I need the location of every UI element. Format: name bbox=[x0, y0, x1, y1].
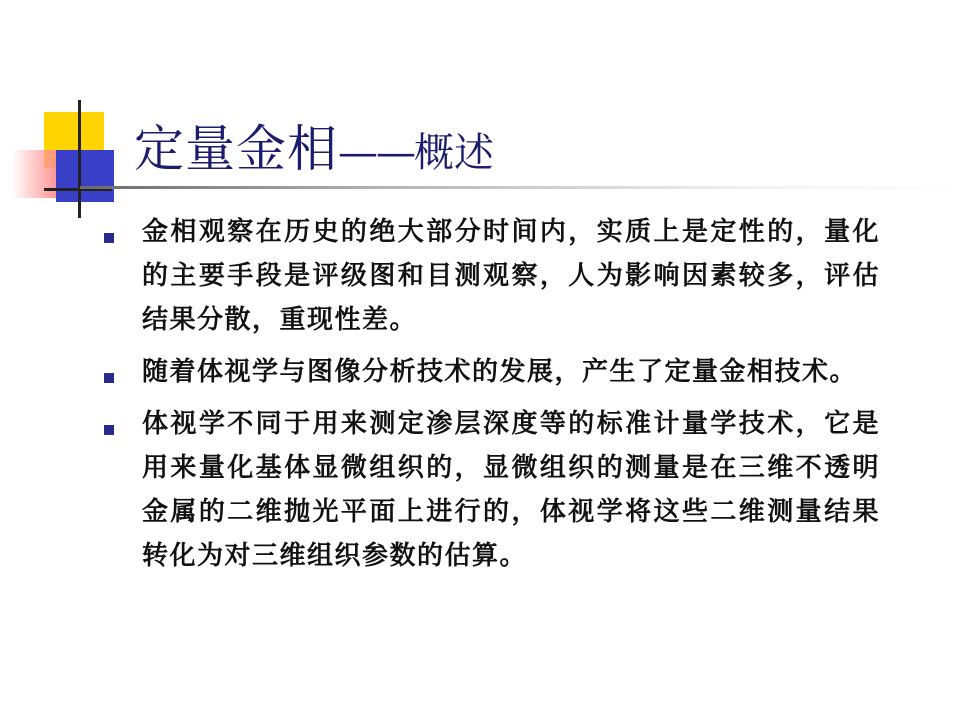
bullet-item bbox=[100, 402, 880, 578]
title-dash: —— bbox=[338, 130, 414, 176]
bullet-text: 金相观察在历史的绝大部分时间内，实质上是定性的，量化的主要手段是评级图和目测观察，人为影响因素较多，评估结果分散，重现性差。 bbox=[142, 217, 880, 335]
bullet-item bbox=[100, 350, 880, 394]
bullet-list bbox=[100, 210, 880, 586]
bullet-text: 体视学不同于用来测定渗层深度等的标准计量学技术，它是用来量化基体显微组织的，显微组织的测量是在三维不透明金属的二维抛光平面上进行的，体视学将这些二维测量结果转化为对三维组织参数的估算。 bbox=[142, 409, 880, 571]
slide-title bbox=[134, 112, 494, 192]
bullet-square-icon bbox=[104, 233, 114, 243]
bullet-square-icon bbox=[104, 373, 114, 383]
title-underline bbox=[80, 186, 960, 189]
bullet-item bbox=[100, 210, 880, 342]
decoration-blue-square bbox=[56, 150, 114, 202]
decoration-vertical-line bbox=[78, 100, 81, 218]
bullet-square-icon bbox=[104, 425, 114, 435]
bullet-text: 随着体视学与图像分析技术的发展，产生了定量金相技术。 bbox=[142, 357, 858, 387]
title-main: 定量金相 bbox=[134, 120, 338, 178]
title-subtitle: 概述 bbox=[414, 130, 494, 176]
